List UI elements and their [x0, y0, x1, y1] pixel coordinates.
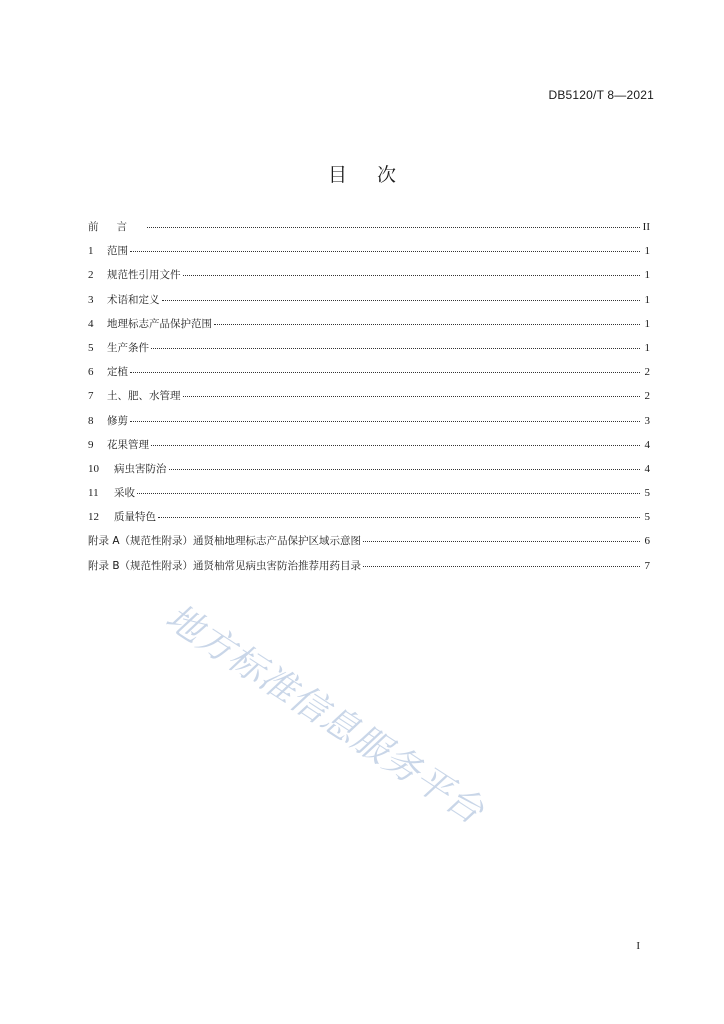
toc-entry-page: 2 [644, 366, 650, 379]
toc-entry-number: 9 [88, 438, 94, 451]
toc-entry-page: II [642, 221, 650, 233]
toc-entry-label: 采收 [114, 487, 135, 500]
toc-entry[interactable] [88, 533, 650, 557]
toc-entry-number: 8 [88, 414, 94, 427]
toc-dot-leader [363, 566, 640, 567]
toc-entry-number: 4 [88, 317, 94, 330]
toc-entry-label: 病虫害防治 [114, 462, 167, 475]
toc-dot-leader [183, 275, 641, 276]
toc-entry-page: 1 [644, 293, 650, 306]
toc-entry-label: 附录 A（规范性附录）通贤柚地理标志产品保护区域示意图 [88, 535, 362, 548]
toc-dot-leader [214, 324, 640, 325]
toc-dot-leader [147, 227, 640, 228]
toc-entry-label: 定植 [107, 366, 128, 379]
toc-dot-leader [162, 300, 641, 301]
toc-dot-leader [363, 541, 640, 542]
toc-entry-label: 土、肥、水管理 [107, 390, 181, 403]
table-of-contents [88, 219, 650, 582]
watermark: 地方标准信息服务平台 [158, 596, 491, 833]
toc-dot-leader [158, 517, 640, 518]
toc-entry[interactable] [88, 243, 650, 267]
toc-entry-label: 附录 B（规范性附录）通贤柚常见病虫害防治推荐用药目录 [88, 559, 362, 572]
toc-entry[interactable] [88, 509, 650, 533]
toc-entry-number: 10 [88, 462, 99, 475]
toc-entry-label: 质量特色 [114, 511, 156, 524]
toc-entry-number: 3 [88, 293, 94, 306]
toc-entry-page: 5 [644, 511, 650, 524]
toc-dot-leader [183, 396, 641, 397]
toc-entry-label: 地理标志产品保护范围 [107, 317, 212, 330]
toc-dot-leader [130, 421, 640, 422]
toc-entry-label: 生产条件 [107, 341, 149, 354]
toc-entry-page: 7 [644, 559, 650, 572]
toc-entry-page: 1 [644, 269, 650, 282]
toc-entry-page: 1 [644, 341, 650, 354]
toc-entry-label: 规范性引用文件 [107, 269, 181, 282]
toc-entry-number: 1 [88, 245, 94, 258]
document-code: DB5120/T 8—2021 [548, 88, 654, 102]
toc-entry-page: 6 [644, 535, 650, 548]
toc-entry-number: 2 [88, 269, 94, 282]
toc-entry[interactable] [88, 364, 650, 388]
toc-title: 目次 [327, 164, 426, 186]
toc-entry[interactable] [88, 485, 650, 509]
toc-entry[interactable] [88, 219, 650, 243]
toc-entry[interactable] [88, 437, 650, 461]
toc-entry-label: 修剪 [107, 414, 128, 427]
toc-entry[interactable] [88, 292, 650, 316]
toc-entry-label: 术语和定义 [107, 293, 160, 306]
toc-entry-page: 2 [644, 390, 650, 403]
toc-entry[interactable] [88, 316, 650, 340]
toc-entry-page: 4 [644, 438, 650, 451]
toc-entry[interactable] [88, 461, 650, 485]
toc-entry-number: 7 [88, 390, 94, 403]
toc-entry-page: 1 [644, 245, 650, 258]
toc-entry[interactable] [88, 558, 650, 582]
toc-entry[interactable] [88, 340, 650, 364]
toc-entry-number: 12 [88, 511, 99, 524]
toc-entry-number: 5 [88, 341, 94, 354]
toc-entry-page: 5 [644, 487, 650, 500]
toc-entry-page: 1 [644, 317, 650, 330]
toc-entry[interactable] [88, 413, 650, 437]
toc-entry-number: 11 [88, 487, 99, 500]
toc-dot-leader [151, 348, 640, 349]
page-number: I [636, 940, 640, 952]
toc-dot-leader [137, 493, 640, 494]
toc-dot-leader [169, 469, 641, 470]
toc-entry-page: 4 [644, 462, 650, 475]
toc-entry-label: 前言 [88, 221, 145, 233]
toc-entry[interactable] [88, 267, 650, 291]
toc-entry-number: 6 [88, 366, 94, 379]
toc-entry-page: 3 [644, 414, 650, 427]
toc-entry-label: 范围 [107, 245, 128, 258]
toc-entry[interactable] [88, 388, 650, 412]
toc-dot-leader [130, 372, 640, 373]
toc-dot-leader [151, 445, 640, 446]
toc-dot-leader [130, 251, 640, 252]
toc-entry-label: 花果管理 [107, 438, 149, 451]
